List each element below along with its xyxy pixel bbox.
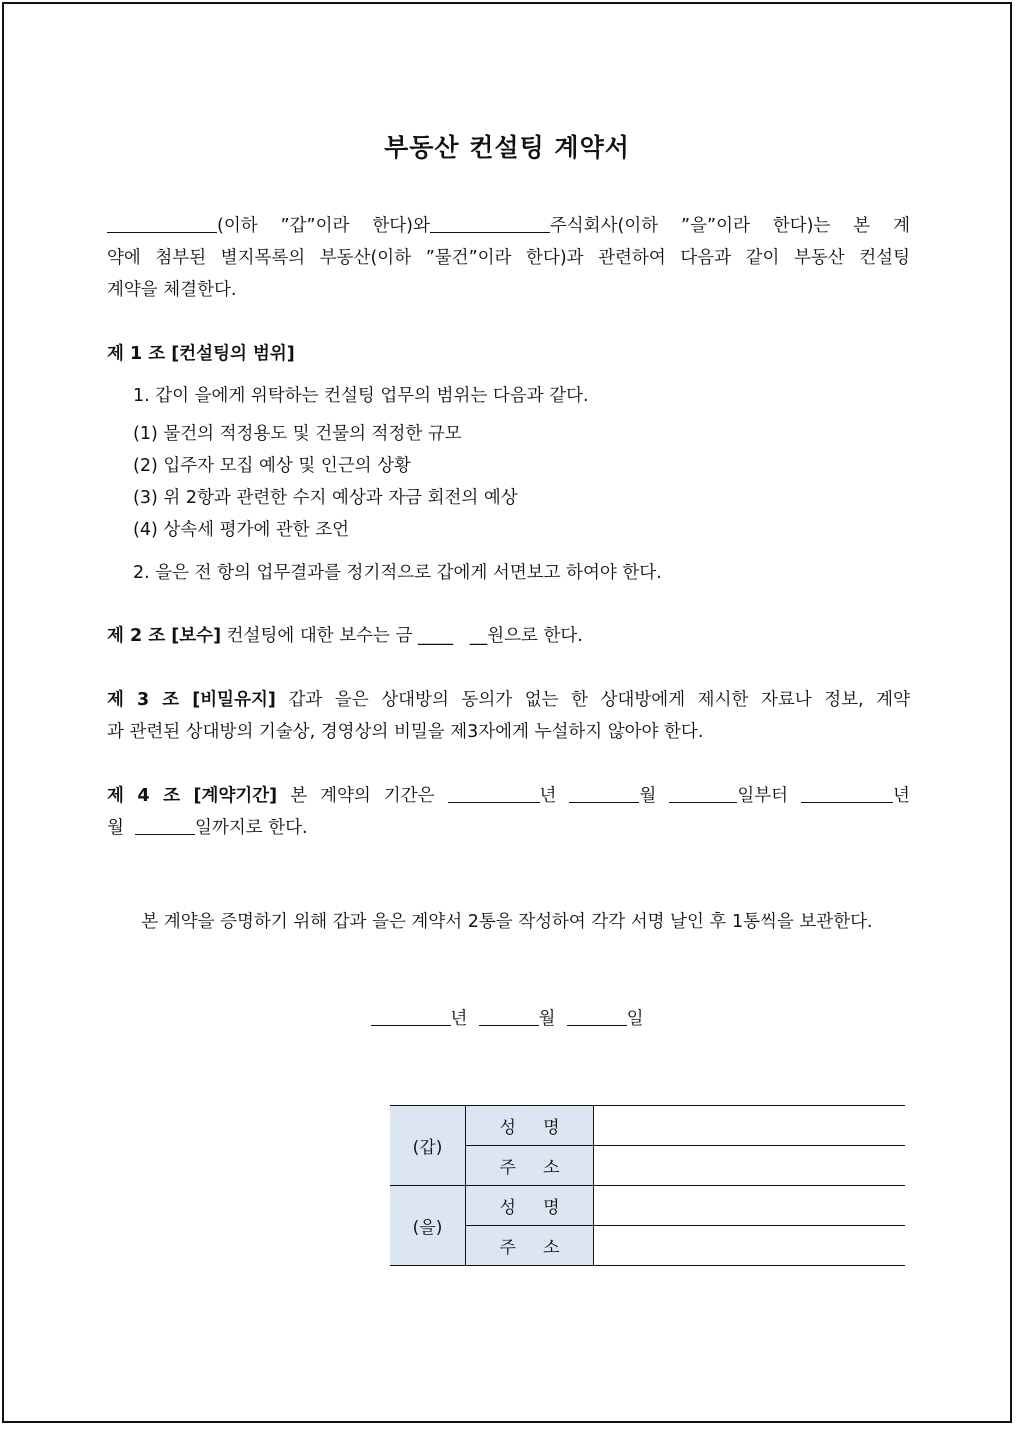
article3-line-1: [107, 684, 910, 716]
party-b-address-field[interactable]: [594, 1226, 906, 1266]
article1-item: (4) 상속세 평가에 관한 조언: [133, 520, 350, 540]
date-year-label: 년: [450, 1009, 468, 1029]
intro-paragraph: [107, 210, 910, 306]
article3-text-1: 갑과 을은 상대방의 동의가 없는 한 상대방에게 제시한 자료나 정보, 계약: [288, 690, 910, 710]
date-line: [0, 1005, 1014, 1030]
party-a-address-field[interactable]: [594, 1146, 906, 1186]
article4-line-1: [107, 780, 910, 812]
end-year-blank[interactable]: [801, 782, 893, 803]
date-day-label: 일: [626, 1009, 644, 1029]
party-b-label: (을): [390, 1186, 466, 1266]
intro-line-1: [107, 210, 910, 242]
address-label: 주 소: [466, 1226, 594, 1266]
address-label: 주 소: [466, 1146, 594, 1186]
name-label: 성 명: [466, 1106, 594, 1146]
document-title: 부동산 컨설팅 계약서: [384, 133, 630, 162]
party-a-name-field[interactable]: [594, 1106, 906, 1146]
party-a-label: (갑): [390, 1106, 466, 1186]
day-from-label: 일부터: [737, 786, 789, 806]
signature-table: [390, 1105, 905, 1266]
article1-clause2: 2. 을은 전 항의 업무결과를 정기적으로 갑에게 서면보고 하여야 한다.: [133, 563, 662, 583]
article1-item: (1) 물건의 적정용도 및 건물의 적정한 규모: [133, 424, 462, 444]
article4-paragraph: [107, 780, 910, 844]
intro-text-a: (이하 ”갑”이라 한다)와: [217, 216, 430, 236]
intro-text-b: 주식회사(이하 ”을”이라 한다)는 본 계: [549, 216, 910, 236]
intro-line-2: 약에 첨부된 별지목록의 부동산(이하 ”물건”이라 한다)과 관련하여 다음과 같이 부동산 컨설팅: [107, 248, 910, 268]
party-b-name-field[interactable]: [594, 1186, 906, 1226]
date-year-blank[interactable]: [371, 1005, 451, 1026]
article1-item: (2) 입주자 모집 예상 및 인근의 상황: [133, 456, 411, 476]
article4-heading: 제 4 조 [계약기간]: [107, 786, 278, 806]
article2-line: [107, 622, 583, 647]
article2-text-end: __원으로 한다.: [469, 626, 583, 646]
party-a-name-blank[interactable]: [107, 212, 217, 233]
month-label: 월: [639, 786, 657, 806]
article2-amount-blank[interactable]: ____: [417, 626, 453, 646]
date-month-label: 월: [538, 1009, 556, 1029]
closing-statement: 본 계약을 증명하기 위해 갑과 을은 계약서 2통을 작성하여 각각 서명 날인 후 1통씩을 보관한다.: [141, 912, 873, 932]
year-label: 년: [893, 786, 910, 806]
intro-line-3: 계약을 체결한다.: [107, 280, 237, 300]
month-label: 월: [107, 818, 124, 838]
name-label: 성 명: [466, 1186, 594, 1226]
start-day-blank[interactable]: [669, 782, 737, 803]
article2-text: 컨설팅에 대한 보수는 금: [226, 626, 413, 646]
day-to-label: 일까지로 한다.: [195, 818, 308, 838]
party-b-name-blank[interactable]: [430, 212, 550, 233]
year-label: 년: [539, 786, 557, 806]
date-day-blank[interactable]: [567, 1005, 627, 1026]
article1-heading: 제 1 조 [컨설팅의 범위]: [107, 344, 295, 364]
article3-heading: 제 3 조 [비밀유지]: [107, 690, 276, 710]
start-year-blank[interactable]: [448, 782, 540, 803]
date-month-blank[interactable]: [479, 1005, 539, 1026]
article4-line-2: [107, 812, 910, 844]
article1-clause1: 1. 갑이 을에게 위탁하는 컨설팅 업무의 범위는 다음과 같다.: [133, 386, 589, 406]
article2-heading: 제 2 조 [보수]: [107, 626, 222, 646]
start-month-blank[interactable]: [569, 782, 639, 803]
article3-line-2: 과 관련된 상대방의 기술상, 경영상의 비밀을 제3자에게 누설하지 않아야 한다.: [107, 722, 704, 742]
article1-item: (3) 위 2항과 관련한 수지 예상과 자금 회전의 예상: [133, 488, 518, 508]
end-day-blank[interactable]: [135, 814, 195, 835]
article4-text: 본 계약의 기간은: [290, 786, 435, 806]
article3-paragraph: [107, 684, 910, 748]
